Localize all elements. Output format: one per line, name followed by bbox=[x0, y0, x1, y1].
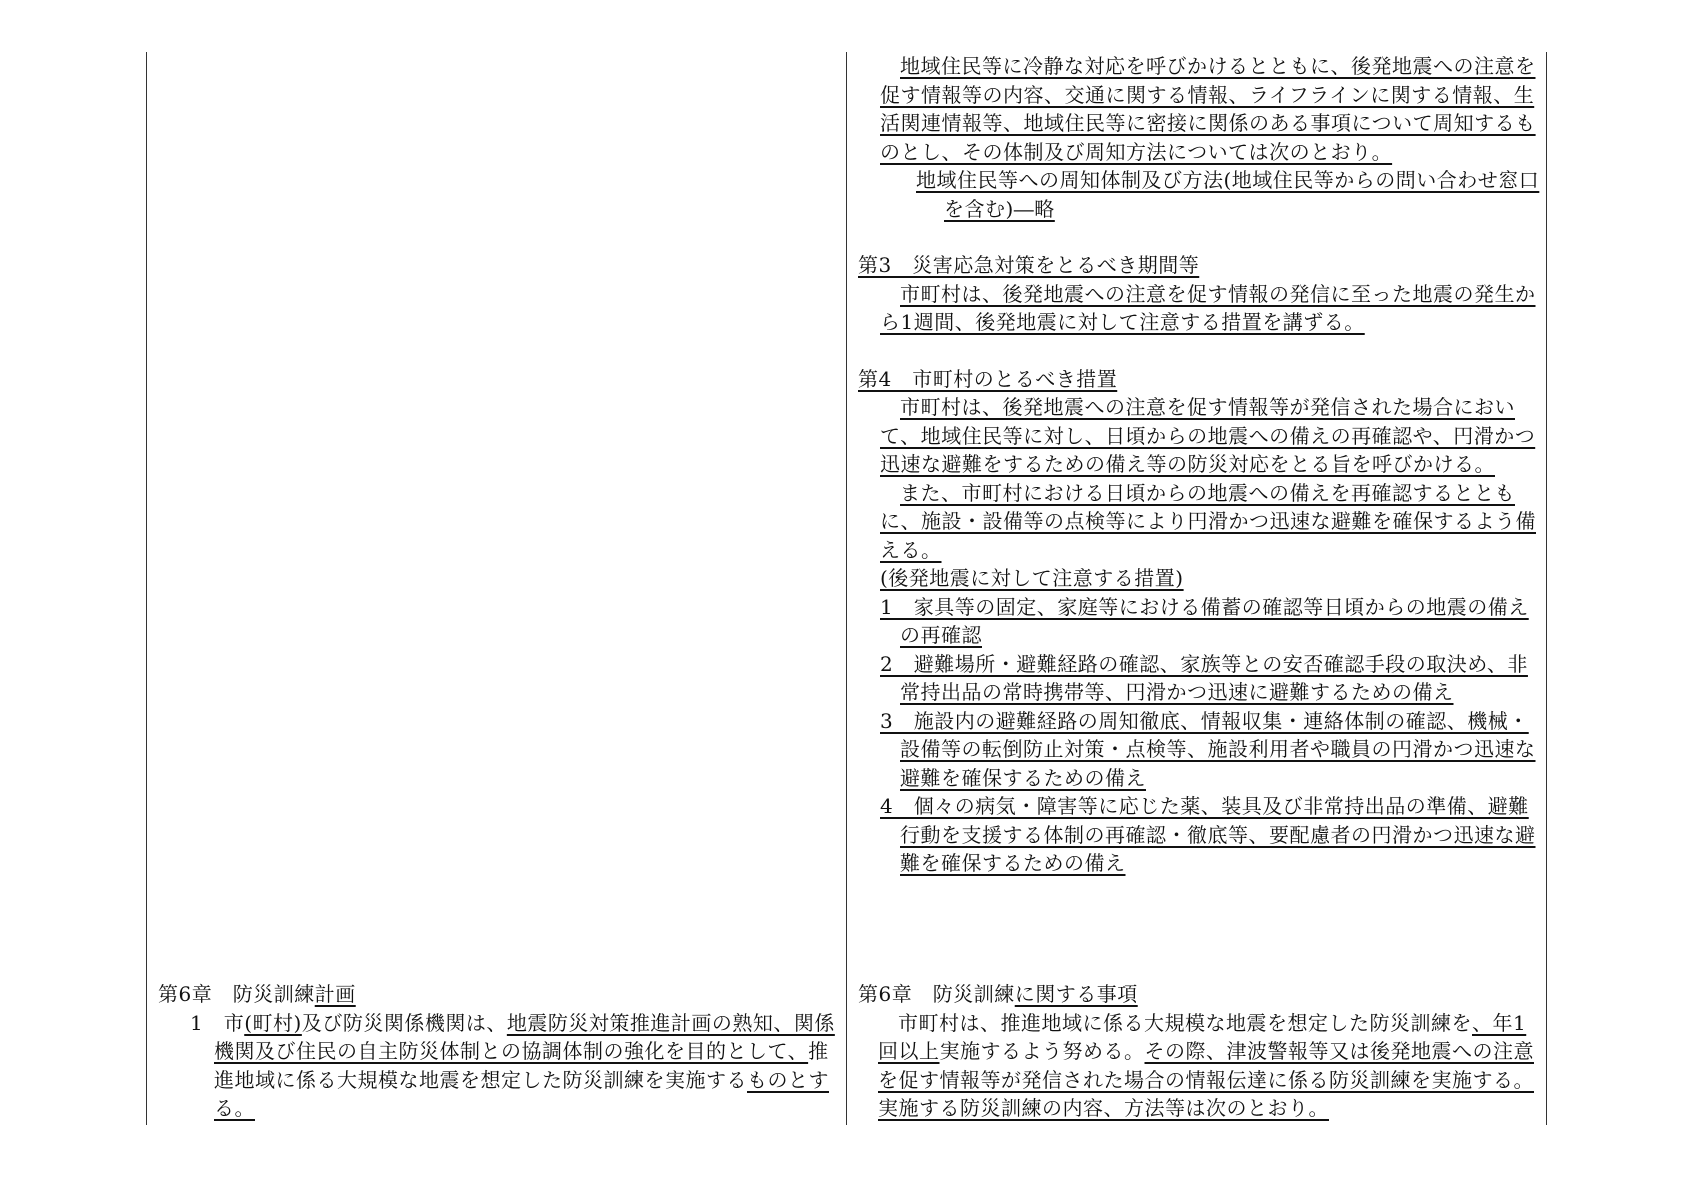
section-3-heading-text: 第3 災害応急対策をとるべき期間等 bbox=[858, 253, 1200, 277]
left-item-1-seg8: ものとする。 bbox=[214, 1067, 829, 1120]
right-body-plain: 市町村は、推進地域に係る大規模な地震を想定した防災訓練を bbox=[898, 1010, 1472, 1035]
left-column-chapter-6 bbox=[158, 980, 838, 1123]
left-item-1-number: 1 bbox=[190, 1010, 224, 1035]
right-column-chapter-6 bbox=[858, 980, 1538, 1123]
section-4-heading bbox=[858, 365, 1540, 394]
right-chapter-heading-underlined: に関する事項 bbox=[1014, 982, 1138, 1006]
intro-paragraph bbox=[880, 52, 1540, 166]
right-column-upper bbox=[858, 52, 1540, 878]
sub-note-text: 地域住民等への周知体制及び方法(地域住民等からの問い合わせ窓口を含む)―略 bbox=[916, 168, 1540, 221]
measures-heading bbox=[880, 564, 1540, 593]
left-item-1-seg1: 市 bbox=[223, 1010, 245, 1035]
intro-text: 地域住民等に冷静な対応を呼びかけるとともに、後発地震への注意を促す情報等の内容、交通に関する情報、ライフラインに関する情報、生活関連情報等、地域住民等に密接に関係のある事項について周知するものとし、その体制及び周知方法については次のとおり。 bbox=[880, 54, 1536, 164]
center-divider-rule bbox=[846, 52, 847, 1125]
left-chapter-heading-underlined: 計画 bbox=[314, 982, 356, 1006]
measure-item-4-text: 4 個々の病気・障害等に応じた薬、装具及び非常持出品の準備、避難行動を支援する体制の再確認・徹底等、要配慮者の円滑かつ迅速な避難を確保するための備え bbox=[880, 794, 1536, 875]
right-chapter-body bbox=[858, 1009, 1538, 1123]
right-margin-rule bbox=[1546, 52, 1547, 1125]
right-body-underlined-2: その際、津波警報等又は後発地震への注意を促す情報等が発信された場合の情報伝達に係る防災訓練を実施する。実施する防災訓練の内容、方法等は次のとおり。 bbox=[878, 1039, 1534, 1120]
section-4-body-2-text: また、市町村における日頃からの地震への備えを再確認するとともに、施設・設備等の点検等により円滑かつ迅速な避難を確保するよう備える。 bbox=[880, 480, 1536, 562]
spacer bbox=[880, 223, 1540, 251]
left-item-1-seg7: る bbox=[726, 1067, 747, 1092]
measure-item-4 bbox=[880, 792, 1540, 878]
right-body-plain-2: 実施するよう努める。 bbox=[939, 1039, 1145, 1063]
left-item-1-seg3: 及び防災関係機関 bbox=[301, 1010, 466, 1035]
right-chapter-heading-plain: 第6章 防災訓練 bbox=[858, 982, 1015, 1006]
left-item-1 bbox=[158, 1009, 838, 1123]
section-3-body bbox=[880, 280, 1540, 337]
measure-item-1-text: 1 家具等の固定、家庭等における備蓄の確認等日頃からの地震の備えの再確認 bbox=[880, 594, 1529, 647]
measures-heading-text: (後発地震に対して注意する措置) bbox=[880, 566, 1184, 590]
left-item-1-seg6: 推進地域に係る大規模な地震を想定した防災訓練を実施す bbox=[214, 1039, 829, 1092]
spacer bbox=[880, 337, 1540, 365]
section-3-heading bbox=[858, 251, 1540, 280]
left-chapter-heading-plain: 第6章 防災訓練 bbox=[158, 982, 315, 1006]
right-body-underlined: 、年1回以上 bbox=[878, 1010, 1527, 1063]
left-item-1-seg5: 地震防災対策推進計画の熟知、関係機関及び住民の自主防災体制との協調体制の強化を目的として、 bbox=[214, 1010, 835, 1063]
sub-note bbox=[880, 166, 1540, 223]
left-item-1-seg2: (町村) bbox=[244, 1010, 302, 1035]
right-chapter-heading bbox=[858, 980, 1538, 1009]
section-3-body-text: 市町村は、後発地震への注意を促す情報の発信に至った地震の発生から1週間、後発地震に対して注意する措置を講ずる。 bbox=[880, 281, 1536, 334]
left-margin-rule bbox=[146, 52, 147, 1125]
section-4-body-1-text: 市町村は、後発地震への注意を促す情報等が発信された場合において、地域住民等に対し、日頃からの地震への備えの再確認や、円滑かつ迅速な避難をするための備え等の防災対応をとる旨を呼びかける。 bbox=[880, 395, 1536, 476]
measure-item-3 bbox=[880, 707, 1540, 793]
measure-item-3-text: 3 施設内の避難経路の周知徹底、情報収集・連絡体制の確認、機械・設備等の転倒防止対策・点検等、施設利用者や職員の円滑かつ迅速な避難を確保するための備え bbox=[880, 708, 1536, 790]
measure-item-2 bbox=[880, 650, 1540, 707]
section-4-body-2 bbox=[880, 479, 1540, 565]
section-4-heading-text: 第4 市町村のとるべき措置 bbox=[858, 366, 1118, 391]
measure-item-1 bbox=[880, 593, 1540, 650]
left-chapter-heading bbox=[158, 980, 838, 1009]
measure-item-2-text: 2 避難場所・避難経路の確認、家族等との安否確認手段の取決め、非常持出品の常時携帯等、円滑かつ迅速に避難するための備え bbox=[880, 651, 1528, 704]
left-item-1-seg4: は、 bbox=[465, 1010, 507, 1035]
section-4-body-1 bbox=[880, 393, 1540, 479]
